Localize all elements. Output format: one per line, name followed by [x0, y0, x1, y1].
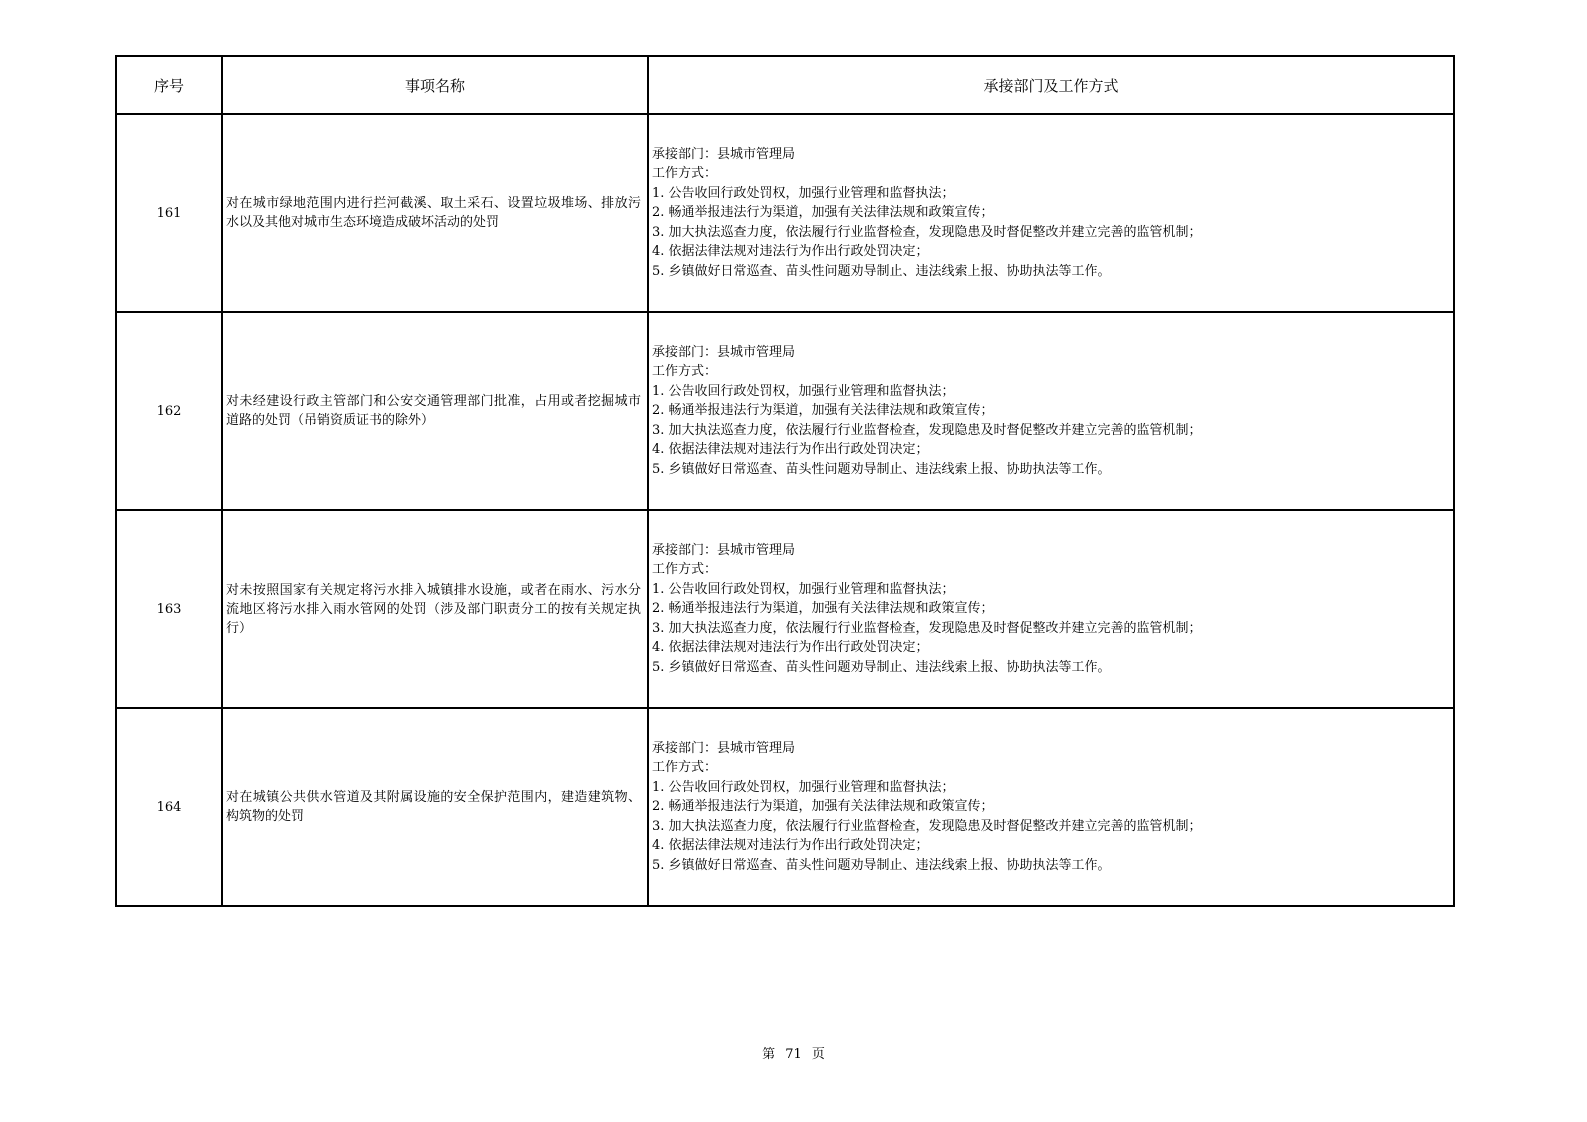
table-row	[116, 312, 1454, 510]
method-item: 4. 依据法律法规对违法行为作出行政处罚决定；	[652, 838, 929, 854]
method-item: 3. 加大执法巡查力度，依法履行行业监督检查，发现隐患及时督促整改并建立完善的监管机制；	[652, 422, 1202, 438]
serial-number: 164	[116, 708, 222, 906]
method-item: 4. 依据法律法规对违法行为作出行政处罚决定；	[652, 442, 929, 458]
method-item: 5. 乡镇做好日常巡查、苗头性问题劝导制止、违法线索上报、协助执法等工作。	[652, 461, 1111, 477]
department-line: 承接部门：县城市管理局	[652, 147, 796, 163]
serial-number: 162	[116, 312, 222, 510]
method-item: 2. 畅通举报违法行为渠道，加强有关法律法规和政策宣传；	[652, 799, 994, 815]
header-item-name: 事项名称	[222, 56, 648, 114]
matters-table	[115, 55, 1455, 907]
method-item: 4. 依据法律法规对违法行为作出行政处罚决定；	[652, 640, 929, 656]
method-item: 3. 加大执法巡查力度，依法履行行业监督检查，发现隐患及时督促整改并建立完善的监管机制；	[652, 224, 1202, 240]
item-name: 对在城镇公共供水管道及其附属设施的安全保护范围内，建造建筑物、构筑物的处罚	[222, 708, 648, 906]
method-title: 工作方式：	[652, 364, 718, 380]
method-item: 1. 公告收回行政处罚权，加强行业管理和监督执法；	[652, 383, 955, 399]
method-title: 工作方式：	[652, 760, 718, 776]
department-line: 承接部门：县城市管理局	[652, 543, 796, 559]
method-title: 工作方式：	[652, 562, 718, 578]
page-number-suffix: 页	[811, 1047, 825, 1062]
method-item: 2. 畅通举报违法行为渠道，加强有关法律法规和政策宣传；	[652, 205, 994, 221]
method-item: 1. 公告收回行政处罚权，加强行业管理和监督执法；	[652, 779, 955, 795]
item-name: 对未经建设行政主管部门和公安交通管理部门批准，占用或者挖掘城市道路的处罚（吊销资质证书的除外）	[222, 312, 648, 510]
department-line: 承接部门：县城市管理局	[652, 345, 796, 361]
department-method	[648, 312, 1454, 510]
table-row	[116, 114, 1454, 312]
page-number-prefix: 第	[762, 1047, 776, 1062]
method-item: 2. 畅通举报违法行为渠道，加强有关法律法规和政策宣传；	[652, 403, 994, 419]
method-item: 2. 畅通举报违法行为渠道，加强有关法律法规和政策宣传；	[652, 601, 994, 617]
serial-number: 163	[116, 510, 222, 708]
page-number: 71	[785, 1047, 802, 1062]
header-serial-number: 序号	[116, 56, 222, 114]
header-department-method: 承接部门及工作方式	[648, 56, 1454, 114]
page-footer	[0, 1043, 1587, 1062]
method-item: 4. 依据法律法规对违法行为作出行政处罚决定；	[652, 244, 929, 260]
item-name: 对未按照国家有关规定将污水排入城镇排水设施，或者在雨水、污水分流地区将污水排入雨水管网的处罚（涉及部门职责分工的按有关规定执行）	[222, 510, 648, 708]
method-title: 工作方式：	[652, 166, 718, 182]
table-row	[116, 708, 1454, 906]
method-item: 1. 公告收回行政处罚权，加强行业管理和监督执法；	[652, 185, 955, 201]
item-name: 对在城市绿地范围内进行拦河截溪、取土采石、设置垃圾堆场、排放污水以及其他对城市生态环境造成破坏活动的处罚	[222, 114, 648, 312]
department-method	[648, 510, 1454, 708]
table-row	[116, 510, 1454, 708]
serial-number: 161	[116, 114, 222, 312]
table-header-row	[116, 56, 1454, 114]
department-method	[648, 114, 1454, 312]
department-method	[648, 708, 1454, 906]
method-item: 5. 乡镇做好日常巡查、苗头性问题劝导制止、违法线索上报、协助执法等工作。	[652, 263, 1111, 279]
method-item: 3. 加大执法巡查力度，依法履行行业监督检查，发现隐患及时督促整改并建立完善的监管机制；	[652, 620, 1202, 636]
method-item: 1. 公告收回行政处罚权，加强行业管理和监督执法；	[652, 581, 955, 597]
method-item: 5. 乡镇做好日常巡查、苗头性问题劝导制止、违法线索上报、协助执法等工作。	[652, 857, 1111, 873]
method-item: 5. 乡镇做好日常巡查、苗头性问题劝导制止、违法线索上报、协助执法等工作。	[652, 659, 1111, 675]
department-line: 承接部门：县城市管理局	[652, 741, 796, 757]
method-item: 3. 加大执法巡查力度，依法履行行业监督检查，发现隐患及时督促整改并建立完善的监管机制；	[652, 818, 1202, 834]
